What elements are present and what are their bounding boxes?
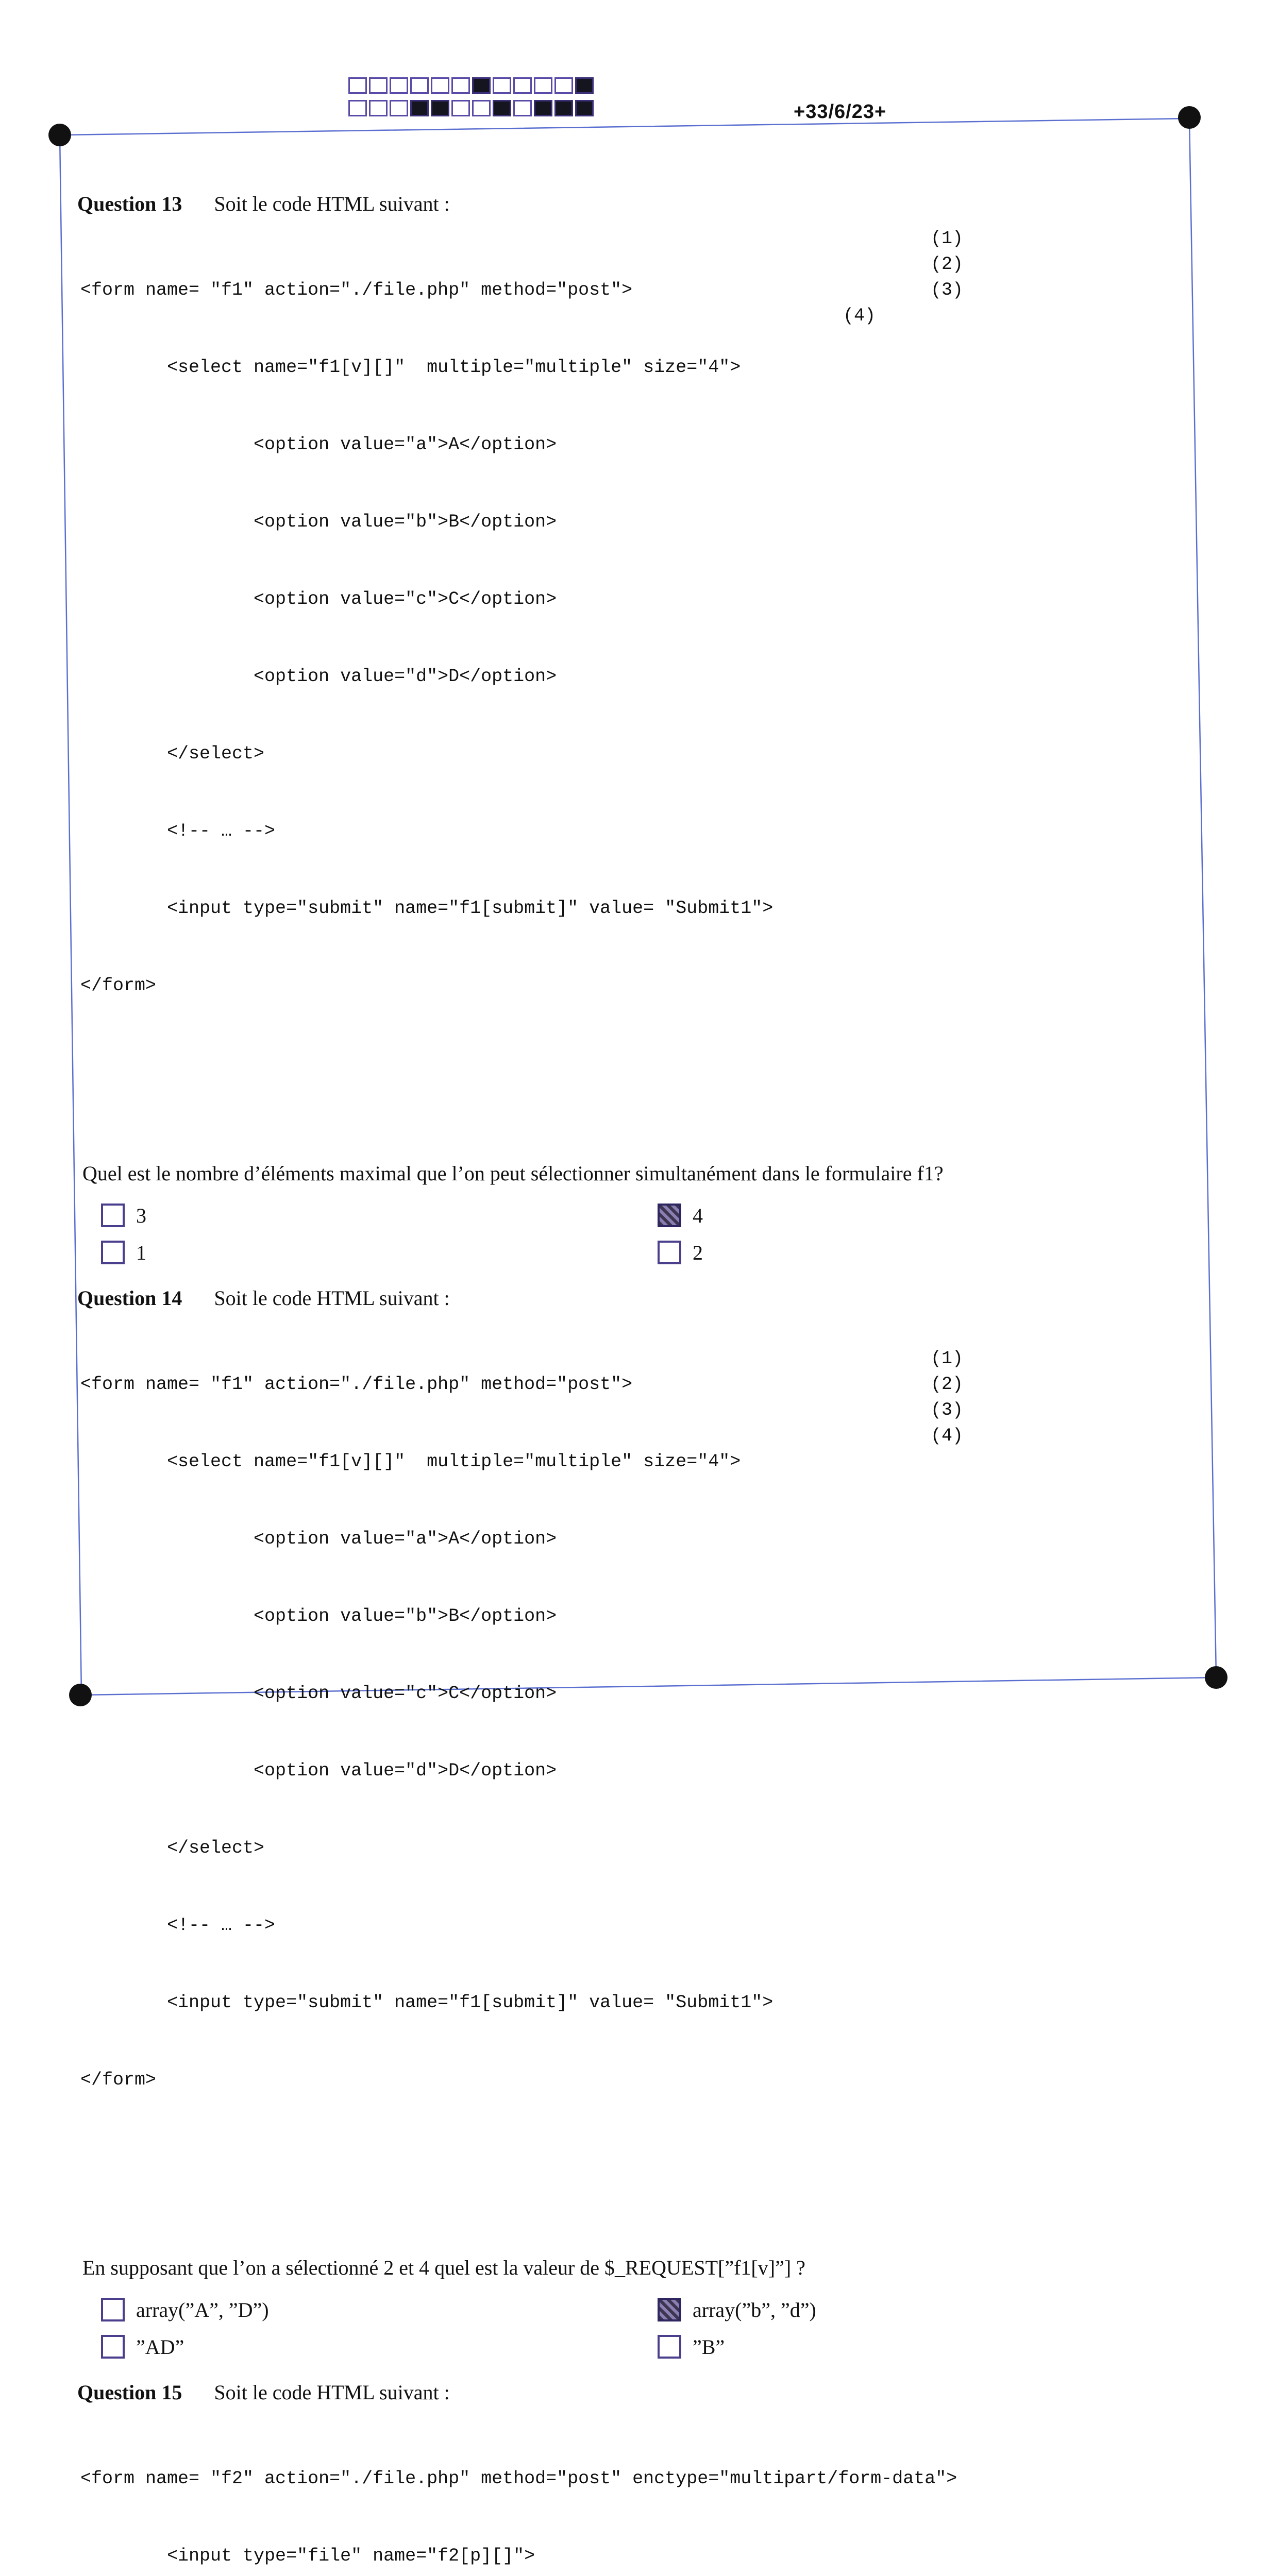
code-line: <select name="f1[v][]" multiple="multiple" size="4"> [80,1451,741,1472]
question-header [77,185,1201,222]
option-marker: (2) [931,254,964,275]
option-marker: (4) [931,1426,964,1446]
code-line: <input type="submit" name="f1[submit]" value= "Submit1"> [80,1992,773,2013]
code-line: <form name= "f2" action="./file.php" method="post" enctype="multipart/form-data"> [80,2468,957,2489]
code-line: <option value="a">A</option> [80,1529,557,1549]
answer-option[interactable] [101,1199,658,1231]
question-number: Question 15 [77,2380,182,2404]
option-marker: (1) [931,228,964,249]
answer-label: array(”b”, ”d”) [693,2298,816,2321]
answer-option[interactable] [101,2331,658,2363]
question-intro: Soit le code HTML suivant : [214,2380,450,2404]
code-line: <input type="file" name="f2[p][]"> [80,2546,535,2566]
code-line: <option value="b">B</option> [80,512,557,532]
checkbox[interactable] [101,2298,125,2321]
checkbox[interactable] [101,2335,125,2359]
answer-label: ”B” [693,2335,725,2359]
option-marker: (3) [931,280,964,300]
option-marker: (2) [931,1374,964,1395]
page-code: +33/6/23+ [794,101,887,123]
answer-label: 2 [693,1241,703,1264]
answer-option[interactable] [658,1236,1121,1268]
answer-option[interactable] [101,1236,658,1268]
answer-label: 1 [136,1241,146,1264]
code-line: </form> [80,2070,157,2090]
checkbox[interactable] [101,1204,125,1227]
question-intro: Soit le code HTML suivant : [214,1286,450,1310]
code-line: <form name= "f1" action="./file.php" method="post"> [80,280,633,300]
code-line: <option value="c">C</option> [80,589,557,609]
code-line: <option value="a">A</option> [80,434,557,455]
code-line: <option value="d">D</option> [80,666,557,687]
id-barcode-row-bottom [348,100,596,117]
answer-option[interactable] [658,1199,1121,1231]
code-line: <option value="b">B</option> [80,1606,557,1626]
checkbox-checked[interactable] [658,1204,681,1227]
question-header [77,2374,1201,2410]
checkbox[interactable] [658,2335,681,2359]
code-line: <select name="f1[v][]" multiple="multiple" size="4"> [80,357,741,378]
code-line: </select> [80,743,265,764]
checkbox[interactable] [101,1241,125,1264]
code-line: <option value="d">D</option> [80,1760,557,1781]
code-line: <option value="c">C</option> [80,1683,557,1704]
answer-option[interactable] [658,2331,1121,2363]
question-intro: Soit le code HTML suivant : [214,192,450,215]
id-barcode-row-top [348,77,596,95]
question-number: Question 13 [77,192,182,215]
code-line: <!-- … --> [80,1915,276,1936]
checkbox-checked[interactable] [658,2298,681,2321]
question-13 [77,185,1201,1268]
corner-marker-bottom-right [1205,1666,1227,1689]
code-block [80,1320,1201,2247]
answer-label: array(”A”, ”D”) [136,2298,269,2321]
answer-option[interactable] [658,2294,1121,2326]
answer-grid [101,2294,1201,2363]
id-barcode [348,77,596,123]
corner-marker-top-right [1178,106,1201,129]
option-marker: (4) [843,306,876,326]
code-line: </select> [80,1838,265,1858]
answer-label: 3 [136,1204,146,1227]
questions-container [77,185,1201,2576]
question-header [77,1280,1201,1316]
code-line: <!-- … --> [80,821,276,841]
checkbox[interactable] [658,1241,681,1264]
code-line: </form> [80,975,157,996]
answer-label: 4 [693,1204,703,1227]
question-14 [77,1280,1201,2363]
option-marker: (1) [931,1348,964,1369]
question-prompt: Quel est le nombre d’éléments maximal que l’on peut sélectionner simultanément dans le formulaire f1? [82,1162,944,1185]
option-marker: (3) [931,1400,964,1420]
answer-grid [101,1199,1201,1268]
question-prompt: En supposant que l’on a sélectionné 2 et 4 quel est la valeur de $_REQUEST[”f1[v]”] ? [82,2256,805,2279]
code-line: <input type="submit" name="f1[submit]" value= "Submit1"> [80,898,773,919]
question-15 [77,2374,1201,2576]
code-block [80,226,1201,1153]
code-line: <form name= "f1" action="./file.php" method="post"> [80,1374,633,1395]
answer-option[interactable] [101,2294,658,2326]
code-block [80,2414,1201,2576]
question-number: Question 14 [77,1286,182,1310]
corner-marker-top-left [48,124,71,146]
answer-label: ”AD” [136,2335,184,2359]
